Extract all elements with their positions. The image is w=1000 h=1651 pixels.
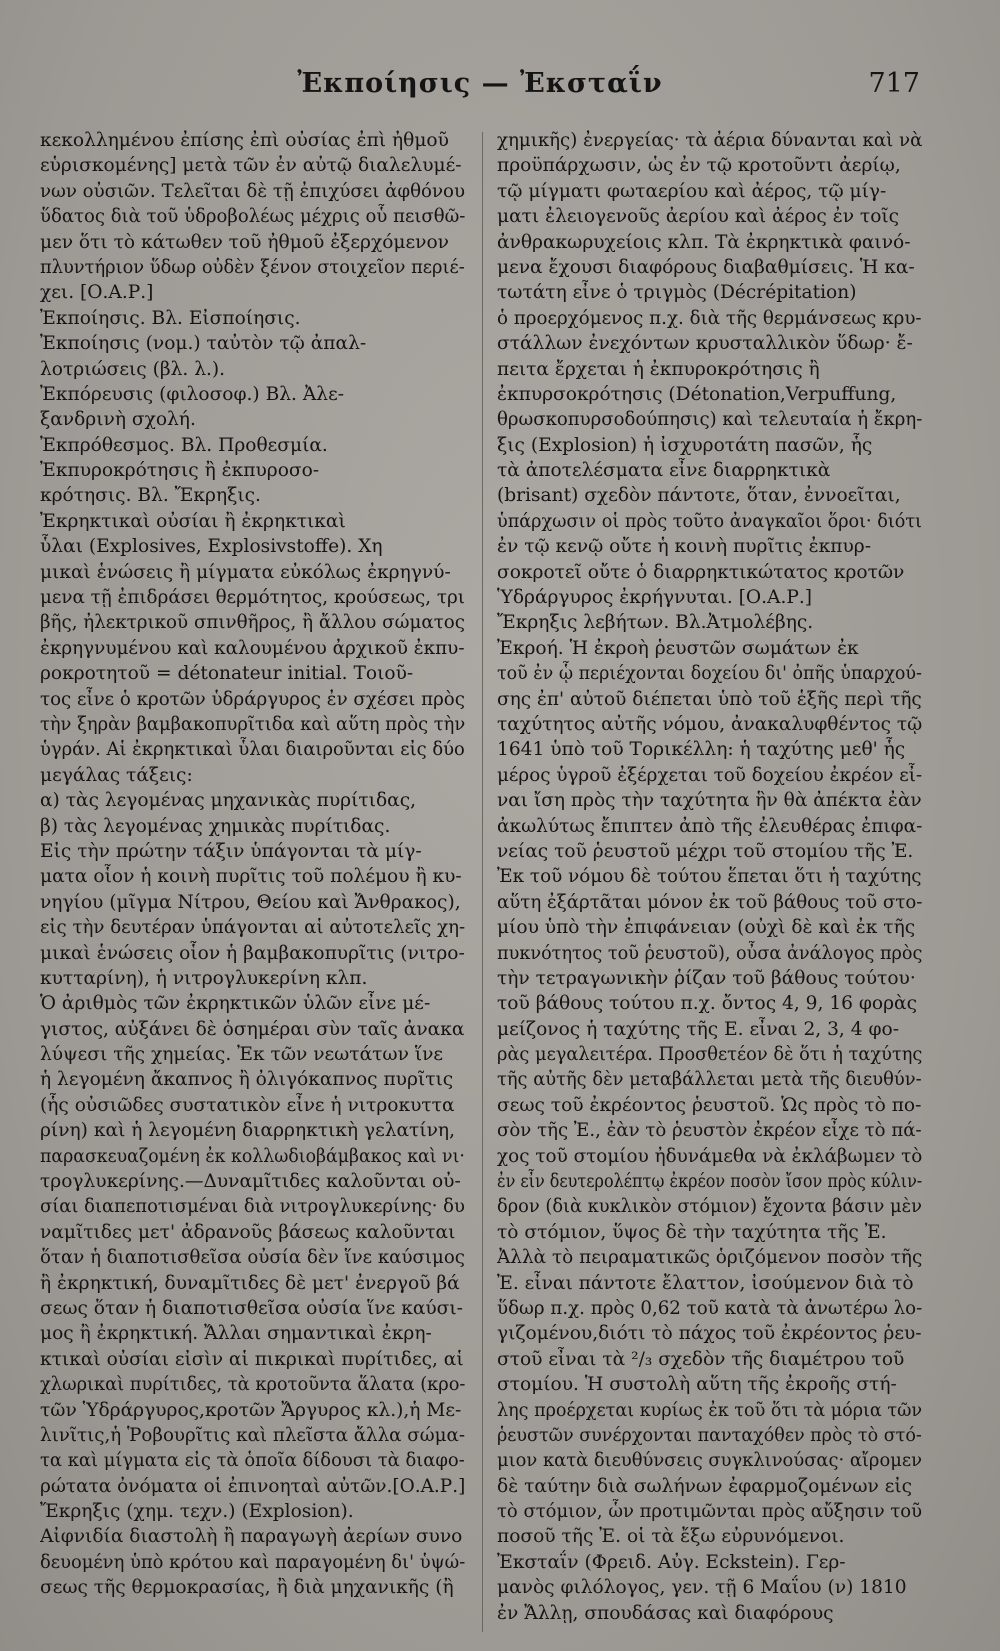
text-line: μικαὶ ἑνώσεις οἷον ἡ βαμβακοπυρῖτις (νιτρο- — [40, 942, 465, 964]
text-line: μενα τῇ ἐπιδράσει θερμότητος, κρούσεως, τρι — [40, 587, 465, 609]
text-line: δὲ ταύτην διὰ σωλήνων ἐφαρμοζομένων εἰς — [497, 1475, 913, 1497]
text-line: πειτα ἔρχεται ἡ ἐκπυροκρότησις ἢ — [497, 358, 820, 380]
text-line: τρογλυκερίνης.—Δυναμῖτιδες καλοῦνται οὐ- — [40, 1171, 461, 1193]
text-line: κεκολλημένου ἐπίσης ἐπὶ οὐσίας ἐπὶ ἠθμοῦ — [40, 130, 449, 151]
text-line: ἐν τῷ κενῷ οὔτε ἡ κοινὴ πυρῖτις ἐκπυρ- — [497, 536, 871, 558]
page-header — [40, 68, 920, 108]
text-line: Ἐκσταΐν (Φρειδ. Αὐγ. Eckstein). Γερ- — [497, 1551, 846, 1573]
text-line: Ἐκποίησις (νομ.) ταὐτὸν τῷ ἀπαλ- — [40, 333, 367, 355]
text-line: ῥευστῶν συνέρχονται πανταχόθεν πρὸς τὸ στό- — [497, 1424, 922, 1446]
text-line: χος τοῦ στομίου ἠδυνάμεθα νὰ ἐκλάβωμεν τὸ — [497, 1145, 922, 1167]
text-line: (ἧς οὐσιῶδες συστατικὸν εἶνε ἡ νιτροκυττα — [40, 1094, 455, 1116]
text-line: πλυντήριον ὕδωρ οὐδὲν ξένον στοιχεῖον περιέ- — [40, 256, 465, 278]
text-line: χημικῆς) ἐνεργείας· τὰ ἀέρια δύνανται καὶ νὰ — [497, 130, 922, 151]
text-line: λύψεσι τῆς χημείας. Ἐκ τῶν νεωτάτων ἵνε — [40, 1044, 444, 1066]
page-number: 717 — [868, 68, 920, 99]
text-line: σεως ὅταν ἡ διαποτισθεῖσα οὐσία ἵνε καύσι- — [40, 1297, 463, 1319]
text-line: μικαὶ ἑνώσεις ἢ μίγματα εὐκόλως ἐκρηγνύ- — [40, 561, 451, 583]
text-line: ὕδωρ π.χ. πρὸς 0,62 τοῦ κατὰ τὰ ἀνωτέρω λο- — [497, 1297, 922, 1319]
text-line: κυτταρίνη), ἡ νιτρογλυκερίνη κλπ. — [40, 967, 368, 989]
text-line: Ἐκποίησις. Βλ. Εἰσποίησις. — [40, 307, 301, 329]
text-line: ἢ ἐκρηκτική, δυναμῖτιδες δὲ μετ' ἐνεργοῦ βά — [40, 1272, 460, 1294]
text-line: Ὁ ἀριθμὸς τῶν ἐκρηκτικῶν ὑλῶν εἶνε μέ- — [40, 993, 431, 1015]
text-line: ματι ἐλειογενοῦς ἀερίου καὶ ἀέρος ἐν τοῖς — [497, 206, 900, 228]
text-line: μενα ἔχουσι διαφόρους διαβαθμίσεις. Ἡ κα- — [497, 256, 915, 278]
text-line: τὸ στόμιον, ὧν προτιμῶνται πρὸς αὔξησιν τοῦ — [497, 1501, 922, 1523]
text-line: ὁ προερχόμενος π.χ. διὰ τῆς θερμάνσεως κρυ- — [497, 307, 922, 329]
text-line: τῶν Ὑδράργυρος,κροτῶν Ἄργυρος κλ.),ἡ Με- — [40, 1399, 462, 1421]
text-line: πυκνότητος τοῦ ῥευστοῦ), οὖσα ἀνάλογος πρὸς — [497, 942, 922, 964]
text-line: ἀκωλύτως ἔπιπτεν ἀπὸ τῆς ἐλευθέρας ἐπιφα- — [497, 815, 922, 837]
left-column — [40, 128, 465, 1601]
text-line: Αἰφνιδία διαστολὴ ἢ παραγωγὴ ἀερίων συνο — [40, 1526, 463, 1548]
running-title: Ἐκποίησις — Ἐκσταΐν — [297, 68, 663, 99]
text-line: ἐν εἶν δευτερολέπτῳ ἐκρέον ποσὸν ἴσον πρὸς κύλιν- — [497, 1171, 922, 1193]
text-line: αὕτη ἐξάρτᾶται μόνον ἐκ τοῦ βάθους τοῦ στο- — [497, 891, 922, 913]
text-line: ρίνη) καὶ ἡ λεγομένη διαρρηκτικὴ γελατίνη, — [40, 1120, 455, 1142]
text-line: τὴν ξηρὰν βαμβακοπυρῖτιδα καὶ αὕτη πρὸς τὴν — [40, 713, 465, 735]
text-line: ὑπάρχωσιν οἱ πρὸς τοῦτο ἀναγκαῖοι ὅροι· διότι — [497, 510, 922, 532]
text-line: στάλλων ἐνεχόντων κρυσταλλικὸν ὕδωρ· ἔ- — [497, 333, 913, 355]
text-line: χλωρικαὶ πυρίτιδες, τὰ κροτοῦντα ἅλατα (κρο- — [40, 1374, 465, 1396]
text-line: ἡ λεγομένη ἄκαπνος ἢ ὀλιγόκαπνος πυρῖτις — [40, 1069, 454, 1091]
text-line: μεγάλας τάξεις: — [40, 764, 193, 786]
text-line: (brisant) σχεδὸν πάντοτε, ὅταν, ἐννοεῖται, — [497, 485, 901, 507]
text-line: κτικαὶ οὐσίαι εἰσὶν αἱ πικρικαὶ πυρίτιδες, αἱ — [40, 1348, 464, 1370]
text-line: βῆς, ἠλεκτρικοῦ σπινθῆρος, ἢ ἄλλου σώματος — [40, 612, 465, 634]
text-line: μανὸς φιλόλογος, γεν. τῇ 6 Μαΐου (ν) 1810 — [497, 1577, 907, 1599]
text-line: σης ἐπ' αὐτοῦ διέπεται ὑπὸ τοῦ ἑξῆς περὶ τῆς — [497, 688, 922, 710]
text-line: λοτριώσεις (βλ. λ.). — [40, 358, 226, 380]
text-line: νων οὐσιῶν. Τελεῖται δὲ τῇ ἐπιχύσει ἀφθόνου — [40, 180, 465, 202]
text-line: τοῦ ἐν ᾧ περιέχονται δοχείου δι' ὀπῆς ὑπαρχού- — [497, 663, 922, 685]
text-line: Εἰς τὴν πρώτην τάξιν ὑπάγονται τὰ μίγ- — [40, 840, 422, 862]
text-line: τος εἶνε ὁ κροτῶν ὑδράργυρος ἐν σχέσει πρὸς — [40, 688, 465, 710]
text-line: ματα οἷον ἡ κοινὴ πυρῖτις τοῦ πολέμου ἢ κυ- — [40, 866, 462, 888]
text-line: κρότησις. Βλ. Ἔκρηξις. — [40, 485, 261, 507]
column-divider — [482, 132, 483, 1632]
text-line: ξανδρινὴ σχολή. — [40, 409, 196, 431]
text-line: σεως τοῦ ἐκρέοντος ῥευστοῦ. Ὡς πρὸς τὸ πο- — [497, 1094, 922, 1116]
text-line: ὅταν ἡ διαποτισθεῖσα οὐσία δὲν ἵνε καύσιμος — [40, 1247, 465, 1269]
text-line: τὸ στόμιον, ὕψος δὲ τὴν ταχύτητα τῆς Ἐ. — [497, 1221, 887, 1243]
text-line: τὰ ἀποτελέσματα εἶνε διαρρηκτικὰ — [497, 460, 831, 482]
text-line: ἐκρηγνυμένου καὶ καλουμένου ἀρχικοῦ ἐκπυ- — [40, 637, 465, 659]
text-line: σοκροτεῖ οὔτε ὁ διαρρηκτικώτατος κροτῶν — [497, 561, 905, 583]
text-line: στομίου. Ἡ συστολὴ αὕτη τῆς ἐκροῆς στή- — [497, 1374, 897, 1396]
text-line: τὴν τετραγωνικὴν ῥίζαν τοῦ βάθους τούτου· — [497, 967, 916, 989]
text-line: μέρος ὑγροῦ ἐξέρχεται τοῦ δοχείου ἐκρέον εἶ- — [497, 764, 922, 786]
text-line: λης προέρχεται κυρίως ἐκ τοῦ ὅτι τὰ μόρια τῶν — [497, 1399, 922, 1421]
text-line: τα καὶ μίγματα εἰς τὰ ὁποῖα δίδουσι τὰ διαφο- — [40, 1450, 465, 1472]
text-line: Ἐκρηκτικαὶ οὐσίαι ἢ ἐκρηκτικαὶ — [40, 510, 346, 532]
text-line: δευομένη ὑπὸ κρότου καὶ παραγομένη δι' ὑψώ- — [40, 1551, 465, 1573]
text-line: προϋπάρχωσιν, ὡς ἐν τῷ κροτοῦντι ἀερίῳ, — [497, 155, 901, 177]
text-line: γιστος, αὐξάνει δὲ ὁσημέραι σὺν ταῖς ἀνακα — [40, 1018, 465, 1040]
text-line: Ἐκπυροκρότησις ἢ ἐκπυροσο- — [40, 460, 320, 482]
text-line: μείζονος ἡ ταχύτης τῆς Ε. εἶναι 2, 3, 4 φο- — [497, 1018, 899, 1040]
text-line: μιον κατὰ διευθύνσεις συγκλινούσας· αἴρομεν — [497, 1450, 922, 1472]
text-line: ποσοῦ τῆς Ἐ. οἱ τὰ ἔξω εὐρυνόμενοι. — [497, 1526, 845, 1548]
text-line: ρώτατα ὀνόματα οἱ ἐπινοηταὶ αὐτῶν.[Ο.Α.Ρ.] — [40, 1475, 465, 1497]
text-line: νηγίου (μῖγμα Νίτρου, Θείου καὶ Ἄνθρακος), — [40, 891, 461, 913]
text-line: ἀνθρακωρυχείοις κλπ. Τὰ ἐκρηκτικὰ φαινό- — [497, 231, 911, 253]
text-line: μος ἢ ἐκρηκτική. Ἄλλαι σημαντικαὶ ἐκρη- — [40, 1323, 432, 1345]
text-line: Ἐκπρόθεσμος. Βλ. Προθεσμία. — [40, 434, 328, 456]
text-line: Ἀλλὰ τὸ πειραματικῶς ὁριζόμενον ποσὸν τῆς — [497, 1247, 922, 1269]
text-line: ὕδατος διὰ τοῦ ὑδροβολέως μέχρις οὗ πεισθῶ- — [40, 206, 465, 228]
text-line: 1641 ὑπὸ τοῦ Τορικέλλη: ἡ ταχύτης μεθ' ἧς — [497, 739, 906, 761]
text-line: ξις (Explosion) ἡ ἰσχυροτάτη πασῶν, ἧς — [497, 434, 873, 456]
text-line: β) τὰς λεγομένας χημικὰς πυρίτιδας. — [40, 815, 391, 837]
text-line: Ὑδράργυρος ἐκρήγνυται. [Ο.Α.Ρ.] — [497, 587, 813, 609]
text-line: ρὰς μεγαλειτέρα. Προσθετέον δὲ ὅτι ἡ ταχύτης — [497, 1044, 922, 1066]
text-line: χει. [Ο.Α.Ρ.] — [40, 282, 154, 304]
text-line: λινῖτις,ἡ Ῥοβουρῖτις καὶ πλεῖστα ἄλλα σώμα- — [40, 1424, 465, 1446]
text-line: εὑρισκομένης] μετὰ τῶν ἐν αὐτῷ διαλελυμέ- — [40, 155, 462, 177]
text-line: σὸν τῆς Ἐ., ἐὰν τὸ ῥευστὸν ἐκρέον εἶχε τὸ πά- — [497, 1120, 922, 1142]
text-line: νείας τοῦ ῥευστοῦ μέχρι τοῦ στομίου τῆς Ἐ. — [497, 840, 914, 862]
text-line: Ἔκρηξις λεβήτων. Βλ.Ἀτμολέβης. — [497, 612, 814, 634]
text-line: μεν ὅτι τὸ κάτωθεν τοῦ ἠθμοῦ ἐξερχόμενον — [40, 231, 449, 253]
text-line: μίου ὑπὸ τὴν ἐπιφάνειαν (οὐχὶ δὲ καὶ ἐκ τῆς — [497, 917, 916, 939]
text-line: Ἐ. εἶναι πάντοτε ἔλαττον, ἰσούμενον διὰ τὸ — [497, 1272, 914, 1294]
text-line: δρον (διὰ κυκλικὸν στόμιον) ἔχοντα βάσιν μὲν — [497, 1196, 922, 1218]
text-line: ναμῖτιδες μετ' ἀδρανοῦς βάσεως καλοῦνται — [40, 1221, 456, 1243]
text-line: στοῦ εἶναι τὰ ²/₃ σχεδὸν τῆς διαμέτρου τοῦ — [497, 1348, 905, 1370]
text-line: ναι ἴση πρὸς τὴν ταχύτητα ἣν θὰ ἀπέκτα ἐὰν — [497, 790, 922, 812]
text-line: ροκροτητοῦ = détonateur initial. Τοιοῦ- — [40, 663, 414, 685]
text-line: ὗλαι (Explosives, Explosivstoffe). Χη — [40, 536, 383, 558]
text-line: ἐκπυρσοκρότησις (Détonation,Verpuffung, — [497, 383, 897, 405]
text-line: Ἐκπόρευσις (φιλοσοφ.) Βλ. Ἀλε- — [40, 383, 344, 405]
text-line: α) τὰς λεγομένας μηχανικὰς πυρίτιδας, — [40, 790, 417, 812]
text-line: Ἔκρηξις (χημ. τεχν.) (Explosion). — [40, 1501, 354, 1523]
text-line: σίαι διαπεποτισμέναι διὰ νιτρογλυκερίνης· δυ — [40, 1196, 465, 1218]
text-line: τωτάτη εἶνε ὁ τριγμὸς (Décrépitation) — [497, 282, 857, 304]
text-line: τοῦ βάθους τούτου π.χ. ὄντος 4, 9, 16 φορὰς — [497, 993, 918, 1015]
text-line: Ἐκ τοῦ νόμου δὲ τούτου ἕπεται ὅτι ἡ ταχύτης — [497, 866, 922, 888]
text-line: παρασκευαζομένη ἐκ κολλωδιοβάμβακος καὶ νι· — [40, 1145, 465, 1167]
text-line: σεως τῆς θερμοκρασίας, ἢ διὰ μηχανικῆς (ἢ — [40, 1577, 454, 1599]
text-line: εἰς τὴν δευτέραν ὑπάγονται αἱ αὐτοτελεῖς χη- — [40, 917, 465, 939]
text-line: γιζομένου,διότι τὸ πάχος τοῦ ἐκρέοντος ῥευ- — [497, 1323, 922, 1345]
right-column — [497, 128, 922, 1626]
text-line: ἐν Ἄλλῃ, σπουδάσας καὶ διαφόρους — [497, 1602, 834, 1624]
text-line: ὑγράν. Αἱ ἐκρηκτικαὶ ὗλαι διαιροῦνται εἰς δύο — [40, 739, 465, 761]
text-line: ταχύτητος αὐτῆς νόμου, ἀνακαλυφθέντος τῷ — [497, 713, 922, 735]
text-line: Ἐκροή. Ἡ ἐκροὴ ῥευστῶν σωμάτων ἐκ — [497, 637, 859, 659]
text-line: τῷ μίγματι φωταερίου καὶ ἀέρος, τῷ μίγ- — [497, 180, 887, 202]
text-line: θρωσκοπυρσοδούπησις) καὶ τελευταία ἡ ἔκρη- — [497, 409, 922, 431]
text-line: τῆς αὐτῆς δὲν μεταβάλλεται μετὰ τῆς διευθύν- — [497, 1069, 922, 1091]
